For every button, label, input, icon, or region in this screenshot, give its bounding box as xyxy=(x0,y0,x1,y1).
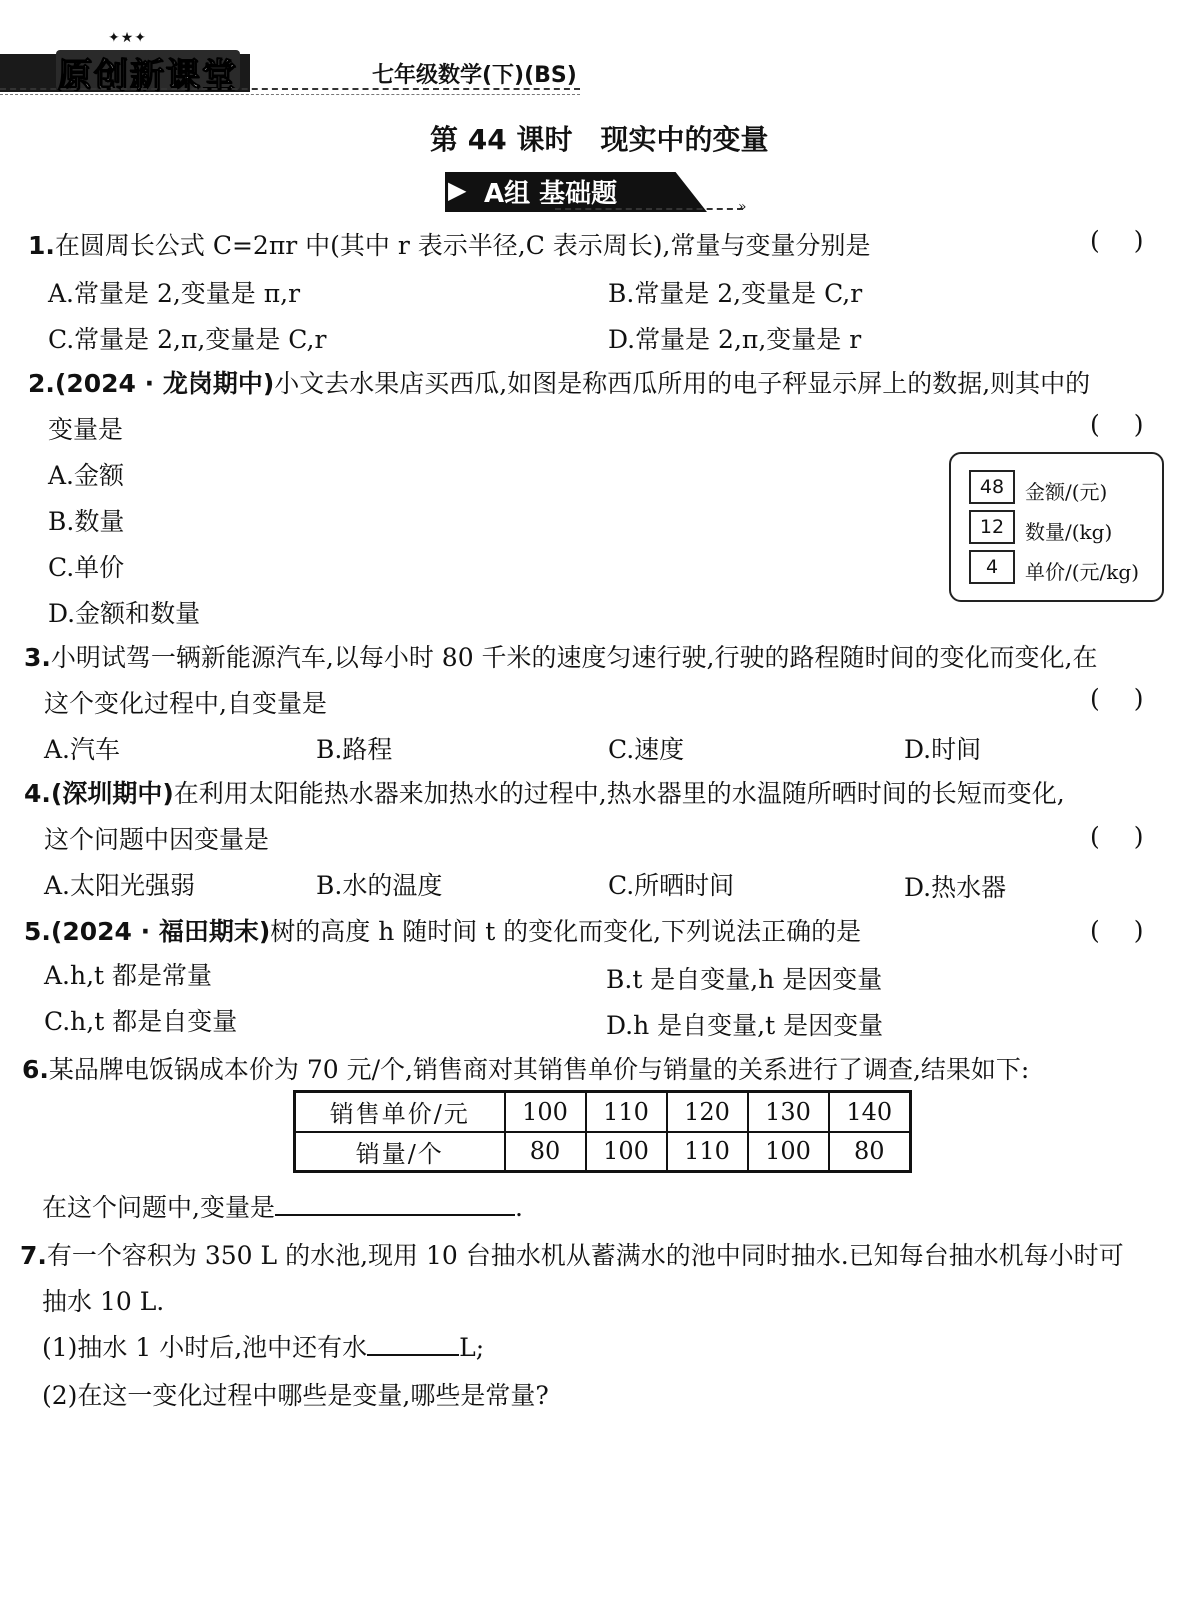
option-a: A.h,t 都是常量 xyxy=(44,961,213,990)
question-3-stem xyxy=(24,638,1097,674)
table-cell: 80 xyxy=(829,1132,911,1172)
question-text: 在利用太阳能热水器来加热水的过程中,热水器里的水温随所晒时间的长短而变化, xyxy=(173,779,1065,808)
question-text: 某品牌电饭锅成本价为 70 元/个,销售商对其销售单价与销量的关系进行了调查,结果如下: xyxy=(48,1055,1030,1084)
fill-in-prefix: 在这个问题中,变量是 xyxy=(42,1193,275,1222)
option-c: C.h,t 都是自变量 xyxy=(44,1007,238,1036)
table-row xyxy=(295,1132,911,1172)
question-text-continued: 变量是 xyxy=(48,415,124,444)
header-divider xyxy=(0,88,580,90)
answer-paren: () xyxy=(1090,226,1178,255)
option-b: B.数量 xyxy=(48,507,125,536)
table-cell: 110 xyxy=(667,1132,748,1172)
question-source: (深圳期中) xyxy=(50,779,174,808)
question-4-stem xyxy=(24,774,1065,810)
question-text-continued: 抽水 10 L. xyxy=(42,1287,165,1316)
fill-in-line xyxy=(42,1188,523,1224)
question-text: 小明试驾一辆新能源汽车,以每小时 80 千米的速度匀速行驶,行驶的路程随时间的变化而变化,在 xyxy=(50,643,1098,672)
table-row xyxy=(295,1092,911,1132)
table-cell: 100 xyxy=(505,1092,586,1132)
question-source: (2024 · 龙岗期中) xyxy=(54,369,275,398)
answer-blank[interactable] xyxy=(367,1330,459,1356)
scale-value-quantity: 12 xyxy=(969,510,1015,544)
chevron-right-icon: » xyxy=(738,199,747,215)
scale-label-quantity: 数量/(kg) xyxy=(1025,520,1113,544)
scale-label-amount: 金额/(元) xyxy=(1025,480,1108,504)
table-cell: 100 xyxy=(748,1132,829,1172)
question-text: 有一个容积为 350 L 的水池,现用 10 台抽水机从蓄满水的池中同时抽水.已知每台抽水机每小时可 xyxy=(46,1241,1124,1270)
group-label: A组 基础题 xyxy=(484,179,618,209)
question-text-continued: 这个变化过程中,自变量是 xyxy=(44,689,327,718)
answer-paren: () xyxy=(1090,916,1178,945)
row-header-price: 销售单价/元 xyxy=(295,1092,505,1132)
answer-paren: () xyxy=(1090,822,1178,851)
question-5-stem xyxy=(24,912,861,948)
question-1-stem xyxy=(28,226,871,262)
question-text: 在圆周长公式 C=2πr 中(其中 r 表示半径,C 表示周长),常量与变量分别是 xyxy=(54,231,871,260)
electronic-scale-display xyxy=(949,452,1164,602)
table-cell: 140 xyxy=(829,1092,911,1132)
question-number: 6. xyxy=(22,1055,49,1084)
question-text: 树的高度 h 随时间 t 的变化而变化,下列说法正确的是 xyxy=(270,917,862,946)
question-number: 7. xyxy=(20,1241,47,1270)
price-sales-table xyxy=(293,1090,912,1173)
option-a: A.金额 xyxy=(48,461,125,490)
option-a: A.常量是 2,变量是 π,r xyxy=(48,279,301,308)
course-title: 七年级数学(下)(BS) xyxy=(372,63,577,88)
option-b: B.水的温度 xyxy=(316,871,443,900)
option-b: B.路程 xyxy=(316,735,393,764)
sub-question-text: (1)抽水 1 小时后,池中还有水 xyxy=(42,1333,368,1362)
option-b: B.t 是自变量,h 是因变量 xyxy=(606,965,883,994)
scale-value-unit-price: 4 xyxy=(969,550,1015,584)
table-cell: 80 xyxy=(505,1132,586,1172)
table-cell: 100 xyxy=(586,1132,667,1172)
brand-stars-icon: ✦★✦ xyxy=(108,30,148,46)
question-7-stem xyxy=(20,1236,1124,1272)
question-number: 3. xyxy=(24,643,51,672)
fill-in-suffix: . xyxy=(514,1193,523,1222)
scale-label-unit-price: 单价/(元/kg) xyxy=(1025,560,1140,584)
sub-question-1 xyxy=(42,1328,484,1364)
brand-logo: 原创新课堂 xyxy=(58,56,238,96)
table-cell: 110 xyxy=(586,1092,667,1132)
option-c: C.常量是 2,π,变量是 C,r xyxy=(48,325,327,354)
question-number: 2. xyxy=(28,369,55,398)
table-cell: 120 xyxy=(667,1092,748,1132)
lesson-title: 第 44 课时 现实中的变量 xyxy=(430,123,769,156)
option-b: B.常量是 2,变量是 C,r xyxy=(608,279,863,308)
table-cell: 130 xyxy=(748,1092,829,1132)
answer-blank[interactable] xyxy=(275,1190,515,1216)
option-c: C.速度 xyxy=(608,735,685,764)
question-number: 1. xyxy=(28,231,55,260)
question-text-continued: 这个问题中因变量是 xyxy=(44,825,270,854)
option-a: A.汽车 xyxy=(44,735,121,764)
option-d: D.h 是自变量,t 是因变量 xyxy=(606,1011,884,1040)
question-number: 5. xyxy=(24,917,51,946)
question-source: (2024 · 福田期末) xyxy=(50,917,271,946)
option-c: C.单价 xyxy=(48,553,125,582)
option-d: D.时间 xyxy=(904,735,982,764)
scale-value-amount: 48 xyxy=(969,470,1015,504)
row-header-sales: 销量/个 xyxy=(295,1132,505,1172)
question-number: 4. xyxy=(24,779,51,808)
question-text: 小文去水果店买西瓜,如图是称西瓜所用的电子秤显示屏上的数据,则其中的 xyxy=(274,369,1091,398)
sub-question-2: (2)在这一变化过程中哪些是变量,哪些是常量? xyxy=(42,1381,549,1410)
play-arrow-icon: ▶ xyxy=(448,176,467,204)
option-d: D.热水器 xyxy=(904,873,1007,902)
option-d: D.金额和数量 xyxy=(48,599,201,628)
answer-paren: () xyxy=(1090,684,1178,713)
header-divider-secondary xyxy=(0,94,580,95)
option-c: C.所晒时间 xyxy=(608,871,735,900)
answer-paren: () xyxy=(1090,410,1178,439)
group-divider xyxy=(555,208,743,210)
option-d: D.常量是 2,π,变量是 r xyxy=(608,325,862,354)
sub-question-unit: L; xyxy=(459,1333,485,1362)
question-2-stem xyxy=(28,364,1090,400)
question-6-stem xyxy=(22,1050,1029,1086)
option-a: A.太阳光强弱 xyxy=(44,871,196,900)
